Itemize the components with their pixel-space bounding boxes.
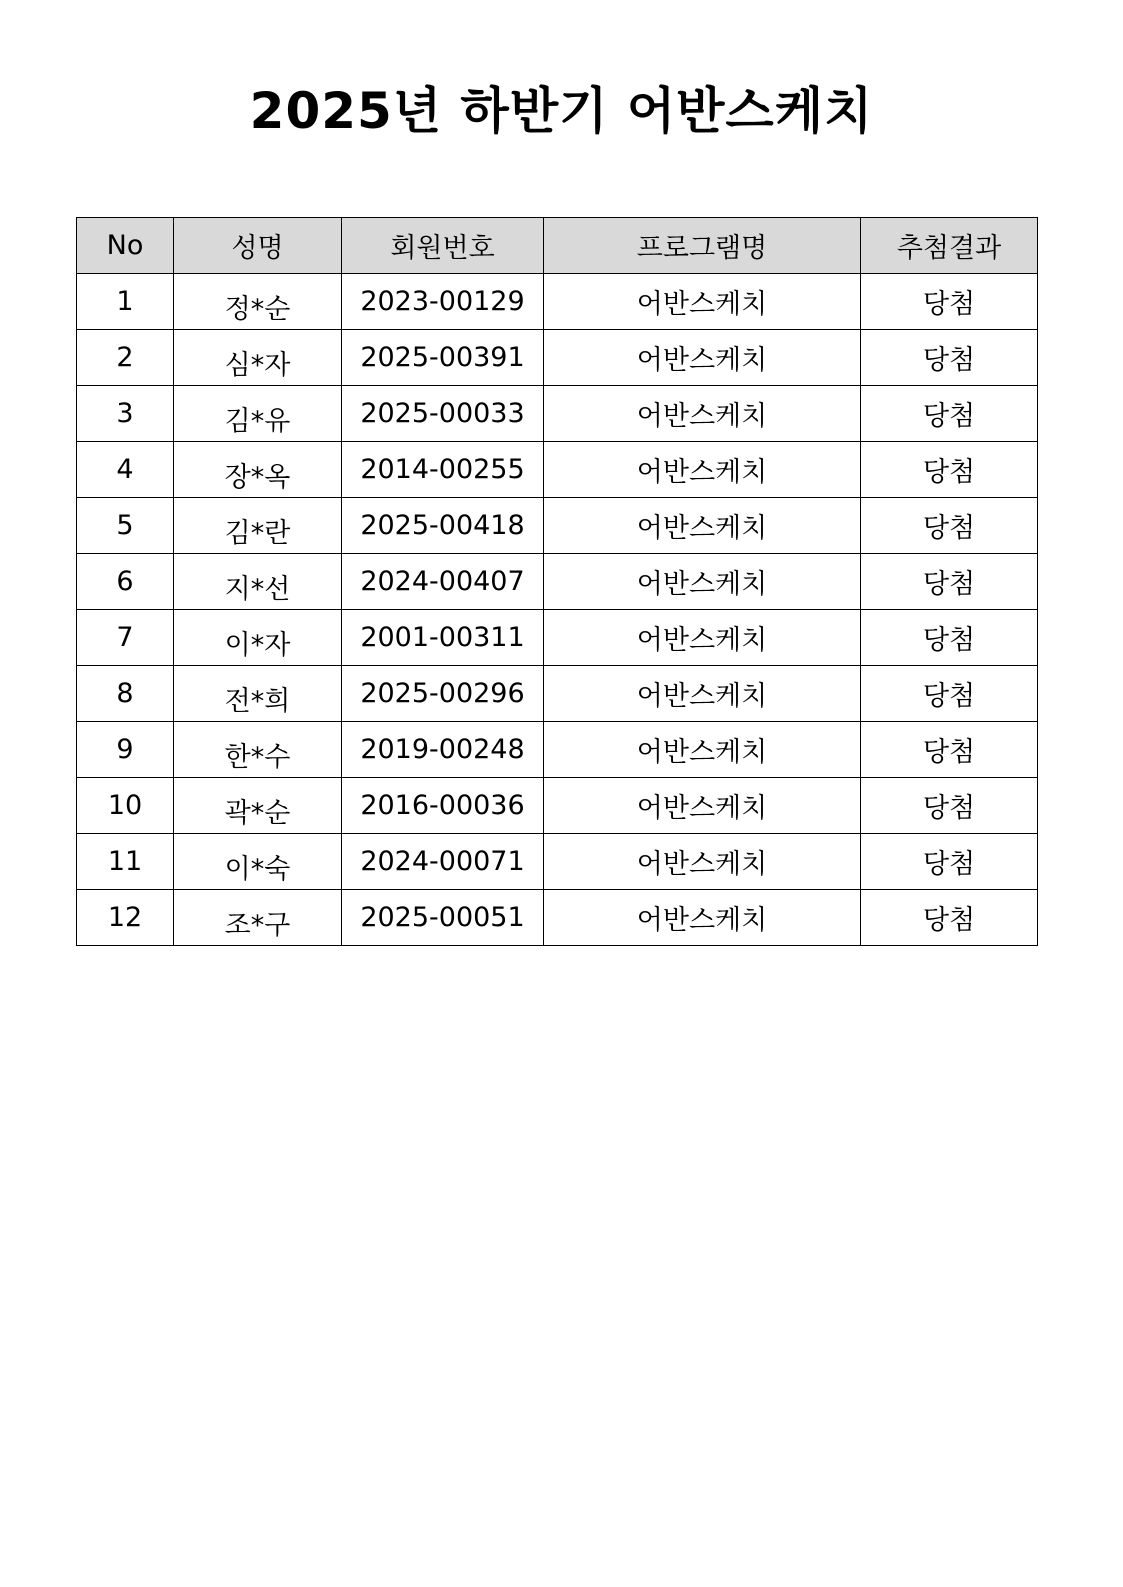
table-row <box>77 554 1038 610</box>
cell-name-text: 김*란 <box>224 518 291 549</box>
cell-member-number: 2024-00071 <box>342 834 544 890</box>
cell-draw-result: 당첨 <box>861 778 1038 834</box>
lottery-result-table <box>76 217 1038 946</box>
cell-name-text: 한*수 <box>224 742 291 773</box>
cell-draw-result: 당첨 <box>861 330 1038 386</box>
header-member-number: 회원번호 <box>342 218 544 274</box>
cell-draw-result: 당첨 <box>861 498 1038 554</box>
cell-program-name: 어반스케치 <box>544 554 861 610</box>
cell-name <box>174 330 342 386</box>
cell-name <box>174 498 342 554</box>
table-row <box>77 890 1038 946</box>
cell-no: 1 <box>77 274 174 330</box>
cell-name <box>174 386 342 442</box>
cell-no: 4 <box>77 442 174 498</box>
cell-name-text: 이*자 <box>224 630 291 661</box>
table-row <box>77 666 1038 722</box>
cell-name-text: 조*구 <box>224 910 291 941</box>
table-row <box>77 722 1038 778</box>
cell-name <box>174 834 342 890</box>
cell-name-text: 김*유 <box>224 406 291 437</box>
cell-no: 5 <box>77 498 174 554</box>
cell-draw-result: 당첨 <box>861 386 1038 442</box>
cell-name-text: 이*숙 <box>224 854 291 885</box>
cell-member-number: 2025-00391 <box>342 330 544 386</box>
cell-member-number: 2016-00036 <box>342 778 544 834</box>
cell-no: 12 <box>77 890 174 946</box>
table-row <box>77 274 1038 330</box>
cell-no: 8 <box>77 666 174 722</box>
cell-program-name: 어반스케치 <box>544 498 861 554</box>
cell-member-number: 2014-00255 <box>342 442 544 498</box>
cell-member-number: 2025-00418 <box>342 498 544 554</box>
cell-name-text: 장*옥 <box>224 462 291 493</box>
table-row <box>77 330 1038 386</box>
cell-name <box>174 666 342 722</box>
cell-name-text: 곽*순 <box>224 798 291 829</box>
cell-name <box>174 778 342 834</box>
cell-name <box>174 890 342 946</box>
table-row <box>77 498 1038 554</box>
cell-program-name: 어반스케치 <box>544 442 861 498</box>
table-row <box>77 778 1038 834</box>
cell-member-number: 2019-00248 <box>342 722 544 778</box>
cell-program-name: 어반스케치 <box>544 386 861 442</box>
cell-program-name: 어반스케치 <box>544 274 861 330</box>
cell-draw-result: 당첨 <box>861 722 1038 778</box>
header-program-name: 프로그램명 <box>544 218 861 274</box>
table-row <box>77 834 1038 890</box>
table-body <box>77 274 1038 946</box>
table-row <box>77 442 1038 498</box>
cell-member-number: 2023-00129 <box>342 274 544 330</box>
cell-name-text: 지*선 <box>224 574 291 605</box>
cell-name <box>174 274 342 330</box>
table-header-row <box>77 218 1038 274</box>
cell-draw-result: 당첨 <box>861 610 1038 666</box>
cell-program-name: 어반스케치 <box>544 610 861 666</box>
cell-no: 7 <box>77 610 174 666</box>
page-title: 2025년 하반기 어반스케치 <box>249 82 874 140</box>
cell-no: 10 <box>77 778 174 834</box>
cell-program-name: 어반스케치 <box>544 666 861 722</box>
cell-draw-result: 당첨 <box>861 890 1038 946</box>
cell-name <box>174 442 342 498</box>
cell-no: 9 <box>77 722 174 778</box>
table-row <box>77 386 1038 442</box>
cell-program-name: 어반스케치 <box>544 722 861 778</box>
cell-program-name: 어반스케치 <box>544 834 861 890</box>
cell-program-name: 어반스케치 <box>544 330 861 386</box>
cell-member-number: 2024-00407 <box>342 554 544 610</box>
cell-no: 6 <box>77 554 174 610</box>
cell-no: 3 <box>77 386 174 442</box>
cell-member-number: 2025-00033 <box>342 386 544 442</box>
cell-draw-result: 당첨 <box>861 554 1038 610</box>
cell-member-number: 2001-00311 <box>342 610 544 666</box>
cell-program-name: 어반스케치 <box>544 890 861 946</box>
cell-name-text: 심*자 <box>224 350 291 381</box>
cell-draw-result: 당첨 <box>861 834 1038 890</box>
cell-no: 2 <box>77 330 174 386</box>
cell-member-number: 2025-00296 <box>342 666 544 722</box>
cell-name <box>174 610 342 666</box>
header-draw-result: 추첨결과 <box>861 218 1038 274</box>
cell-name-text: 전*희 <box>224 686 291 717</box>
cell-no: 11 <box>77 834 174 890</box>
cell-program-name: 어반스케치 <box>544 778 861 834</box>
table-row <box>77 610 1038 666</box>
cell-draw-result: 당첨 <box>861 442 1038 498</box>
cell-name-text: 정*순 <box>224 294 291 325</box>
cell-draw-result: 당첨 <box>861 274 1038 330</box>
header-name: 성명 <box>174 218 342 274</box>
cell-name <box>174 554 342 610</box>
cell-draw-result: 당첨 <box>861 666 1038 722</box>
cell-member-number: 2025-00051 <box>342 890 544 946</box>
header-no: No <box>77 218 174 274</box>
cell-name <box>174 722 342 778</box>
